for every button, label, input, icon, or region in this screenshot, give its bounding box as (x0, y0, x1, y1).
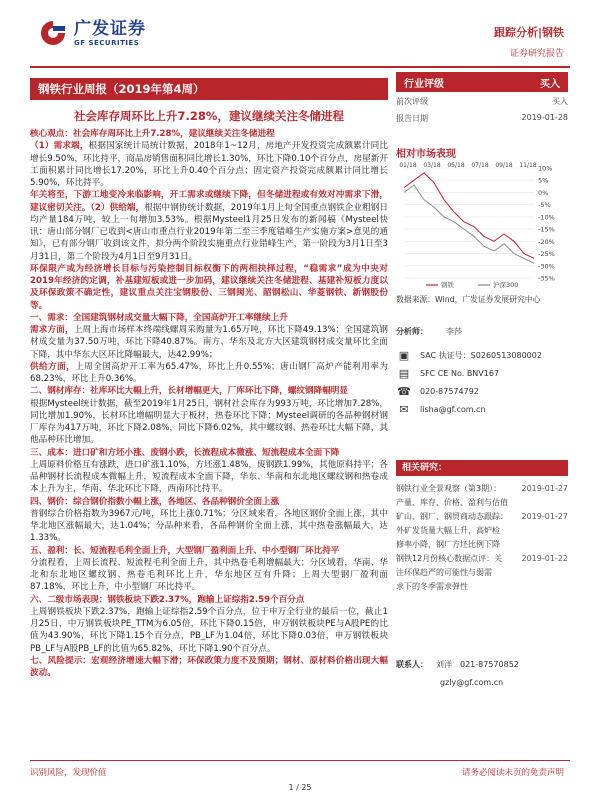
paragraph-text: 上周全国高炉开工率为65.47%，环比上升0.55%；唐山钢厂高炉产能利用率为68.23%，环比上升0.36%。 (30, 361, 388, 384)
phone-icon: ☎ (397, 384, 411, 398)
paragraph-text: 根据中钢协统计数据，2019年1月上旬全国重点钢铁企业粗钢日均产量184万吨，较上一旬增加3.53%。根据Mysteel1月25日发布的新闻稿《Mysteel快讯：唐山部分钢厂已收到<唐山市重点行业2019年第二至三季度错峰生产实施方案>意见的通知》，已有部分钢厂收到该文件，拟分两个阶段实施重点行业错峰生产，第一阶段为3月1日至3月31日，第二个阶段为4月1日至9月31日。 (30, 202, 388, 262)
sfc-number: SFC CE No. BNV167 (420, 368, 500, 378)
body-paragraph (30, 545, 388, 557)
certificate-icon: ▣ (398, 348, 410, 362)
chart-y-tick: -10% (538, 213, 555, 222)
paragraph-text: 上周上海市场样本终端线螺周采购量为1.65万吨，环比下降49.13%；全国建筑钢材成交量为37.50万吨，环比下降40.87%。南方、华东及北方大区建筑钢材成交量环比全面下降，其中华东大区环比降幅最大，达42.99%； (30, 325, 388, 360)
contact-label: 联系人： (396, 659, 428, 669)
body-paragraph (30, 361, 388, 386)
body-paragraph (30, 606, 388, 655)
paragraph-highlight: 五、盈利：长、短流程毛利全面上升，大型钢厂盈利面上升、中小型钢厂环比持平 (30, 545, 340, 556)
body-paragraph (30, 128, 388, 140)
body-paragraph (30, 140, 388, 189)
report-headline: 社会库存周环比上升7.28%，建议继续关注冬储进程 (74, 109, 344, 123)
related-research-title-text: 求下的冬季需求弹性 (396, 582, 468, 591)
body-paragraph (30, 398, 388, 447)
related-research-item[interactable] (396, 524, 568, 538)
related-research-item[interactable] (396, 496, 568, 510)
contact-phone: 021-87570852 (460, 659, 519, 669)
contact-email[interactable]: gzly@gf.com.cn (440, 677, 504, 687)
body-paragraph (30, 312, 388, 324)
body-paragraph (30, 508, 388, 545)
header-divider (30, 66, 570, 68)
body-paragraph (30, 189, 388, 263)
paragraph-text: 普钢综合价格指数为3967元/吨，环比上涨0.71%；分区域来看，各地区钢价全面上涨，其中华北地区涨幅最大，达1.04%；分品种来看，各品种钢价全面上涨，其中热卷涨幅最大，达1.33%。 (30, 508, 388, 544)
prev-rating-label: 前次评级 (396, 97, 428, 106)
email-icon: ✉ (399, 402, 409, 416)
report-title-bar: 钢铁行业周报（2019年第4周） (30, 78, 388, 100)
paragraph-highlight: 需求方面， (30, 325, 74, 335)
paragraph-highlight: （1）需求端， (30, 141, 89, 152)
report-header-info (494, 24, 564, 59)
analyst-name: 李莎 (446, 326, 462, 336)
report-type: 跟踪分析|钢铁 (493, 26, 564, 39)
analyst-email[interactable]: lisha@gf.com.cn (420, 404, 486, 414)
related-research-title-text: 修率小降，钢厂方坯比例下降 (396, 540, 500, 549)
rating-details (396, 96, 568, 124)
paragraph-text: 上周原料价格互有涨跌，进口矿涨1.10%，方坯涨1.48%，废钢跌1.99%，其他原料持平；各品种钢材长流程成本微幅上升，短流程成本全面下降，华东、华南和东北地区螺纹钢和热卷成本上升为主，华南、华北环比下降，西南环比持平。 (30, 459, 388, 495)
chart-y-tick: -30% (538, 262, 555, 271)
chart-x-tick: 03/18 (423, 162, 441, 169)
body-paragraph (30, 594, 388, 606)
footer-disclaimer: 请务必阅读末页的免责声明 (461, 768, 564, 778)
chart-y-tick: 10% (538, 164, 553, 173)
paragraph-highlight: 一、需求：全国建筑钢材成交量大幅下降，全国高炉开工率继续上升 (30, 312, 288, 323)
body-paragraph (30, 263, 388, 312)
paragraph-highlight: 六、二级市场表现：钢铁板块下跌2.37%，跑输上证综指2.59个百分点 (30, 594, 305, 605)
report-body (30, 128, 388, 679)
chart-y-tick: -20% (538, 237, 555, 246)
chart-y-tick: -25% (538, 250, 555, 259)
page-number: 1 / 25 (288, 783, 312, 792)
chart-title: 相对市场表现 (396, 149, 456, 160)
related-research-title-text: 矿山、钢厂、钢贸商动态跟踪： (396, 512, 508, 521)
contact-name: 刘洋 (436, 659, 452, 669)
legend-label: 沪深300 (493, 281, 519, 289)
chart-y-tick: -35% (538, 274, 555, 283)
body-paragraph (30, 496, 388, 508)
related-research-title-text: 产量、库存、价格、盈利与估值 (396, 498, 508, 507)
footer-slogan: 识别风险，发现价值 (30, 768, 107, 778)
related-research-title-text: 注环保趋严的可能性与弱需 (396, 568, 492, 577)
chart-svg (396, 160, 568, 290)
chart-y-tick: 5% (538, 176, 549, 185)
analyst-phone: 020-87574792 (420, 386, 479, 396)
related-research-title-text: 钢铁12月份核心数据点评：关 (396, 554, 503, 563)
related-research-title-text: 外矿发货量大幅上升，高炉检 (396, 526, 500, 535)
paragraph-highlight: 四、钢价：综合钢价指数小幅上涨，各地区、各品种钢价全面上涨 (30, 496, 280, 507)
paragraph-highlight: 七、风险提示：宏观经济增速大幅下滑；环保政策力度不及预期；钢材、原材料价格出现大幅波动。 (30, 655, 388, 678)
report-subtitle: 证券研究报告 (509, 49, 564, 59)
paragraph-highlight: 三、成本：进口矿和方坯小涨、废钢小跌，长流程成本微涨、短流程成本全面下降 (30, 447, 340, 458)
legend-label: 钢铁 (441, 281, 454, 289)
related-research-date: 2019-01-27 (521, 484, 568, 493)
chart-source: 数据来源：Wind，广发证券发展研究中心 (396, 295, 541, 304)
paragraph-text: 根据Mysteel统计数据，截至2019年1月25日，钢材社会库存为993万吨，环比增加7.28%，同比增加1.90%，长材环比增幅明显大于板材，热卷环比下降；Mysteel调研的各品种钢材钢厂库存为417万吨，环比下降2.08%，同比下降6.02%，其中螺纹钢、热卷环比大幅下降，其他品种环比增加。 (30, 398, 388, 446)
rating-value: 买入 (540, 78, 560, 90)
related-research-item[interactable] (396, 482, 568, 496)
analyst-label: 分析师： (396, 326, 428, 336)
rating-label: 行业评级 (404, 78, 444, 90)
chart-y-tick: 0% (538, 188, 549, 197)
chart-x-tick: 09/18 (495, 162, 513, 169)
paragraph-highlight: 二、钢材库存：社库环比大幅上升，长材增幅更大，厂库环比下降，螺纹钢降幅明显 (30, 386, 348, 397)
related-research-item[interactable] (396, 566, 568, 580)
body-paragraph (30, 557, 388, 594)
body-paragraph (30, 385, 388, 397)
id-card-icon: ▤ (398, 366, 410, 380)
logo-chinese-name: 广发证券 (74, 18, 146, 39)
paragraph-highlight: 环保限产或为经济增长目标与污染控制目标权衡下的两相抉择过程，“稳需求”成为中央对2019年经济的定调，补基建短板或进一步加码，建议继续关注冬储进程、基建补短板力度以及环保政策不确定性，建议重点关注宝钢股份、三钢闽光、韶钢松山、华菱钢铁、新钢股份等。 (30, 263, 388, 311)
related-research-date: 2019-01-22 (521, 554, 568, 563)
logo-icon (38, 18, 68, 48)
chart-x-tick: 01/18 (399, 162, 417, 169)
chart-x-tick: 07/18 (471, 162, 489, 169)
analyst-block (396, 322, 568, 418)
chart-x-tick: 11/18 (519, 162, 537, 169)
paragraph-highlight: 供给方面， (30, 361, 76, 372)
related-research-item[interactable] (396, 552, 568, 566)
chart-y-tick: -15% (538, 225, 555, 234)
body-paragraph (30, 324, 388, 361)
related-research-item[interactable] (396, 580, 568, 594)
rating-bar (396, 72, 568, 92)
contact-block (396, 655, 568, 691)
report-date-value: 2019-01-28 (521, 113, 568, 122)
paragraph-text: 根据国家统计局统计数据，2018年1~12月，房地产开发投资完成额累计同比增长9.50%，环比持平，商品房销售面积同比增长1.30%，环比下降0.10个百分点，房屋新开工面积累计同比增长17.20%，环比上升0.40个百分点；固定资产投资完成额累计同比增长5.90%，环比持平。 (30, 141, 388, 188)
paragraph-text: 上周钢铁板块下跌2.37%，跑输上证综指2.59个百分点，位于申万全行业的最后一位，截止1月25日，中万钢铁板块PE_TTM为6.05倍，环比下降0.15倍，申万钢铁板块PE与A股PE的比值为43.90%，环比下降1.15个百分点，PB_LF为1.04倍，环比下降0.03倍，申万钢铁板块PB_LF与A股PB_LF的比值为65.82%，环比下降1.90个百分点。 (30, 606, 388, 654)
body-paragraph (30, 447, 388, 459)
related-research-title-text: 钢铁行业全景观察（第3期）： (396, 484, 502, 493)
report-date-label: 报告日期 (396, 114, 428, 123)
related-research-list (396, 482, 568, 594)
footer-divider (30, 760, 570, 761)
prev-rating-value: 买入 (552, 97, 568, 106)
related-research-date: 2019-01-27 (521, 512, 568, 521)
sac-number: SAC 执证号：S0260513080002 (420, 350, 542, 360)
related-research-title: 相关研究： (396, 460, 568, 476)
logo-english-name: GF SECURITIES (74, 38, 140, 47)
company-logo (38, 18, 146, 48)
body-paragraph (30, 655, 388, 680)
related-research-item[interactable] (396, 538, 568, 552)
paragraph-highlight: 年关将至，下游工地变冷来临影响，开工需求或继续下降，但冬储进程或有效对冲需求下滑，建议密切关注。（2）供给端， (30, 190, 388, 213)
paragraph-text: 分流程看，上周长流程、短流程毛利全面上升，其中热卷毛利增幅最大；分区域看，华南、华北和东北地区螺纹钢、热卷毛利环比上升，华东地区互有升降；上周大型钢厂盈利面87.18%，环比上升，中小型钢厂环比持平。 (30, 557, 388, 593)
related-research-item[interactable] (396, 510, 568, 524)
chart-x-tick: 05/18 (447, 162, 465, 169)
body-paragraph (30, 459, 388, 496)
paragraph-highlight: 核心观点：社会库存周环比上升7.28%，建议继续关注冬储进程 (30, 129, 275, 139)
chart-y-tick: -5% (538, 201, 551, 210)
chart-series-line-steel (404, 173, 534, 259)
